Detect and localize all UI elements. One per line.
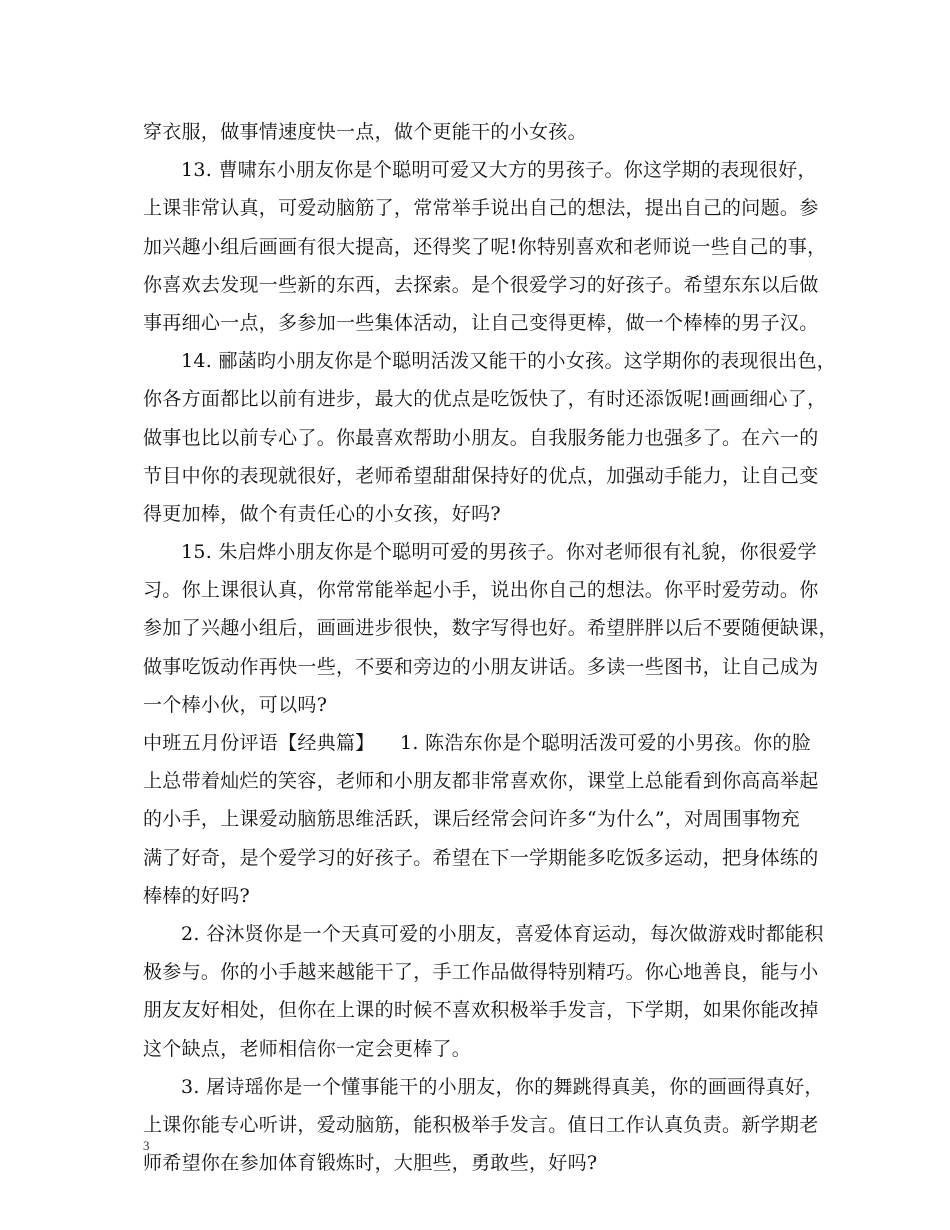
paragraph-item-3: [143, 1068, 823, 1183]
text-line: 参加了兴趣小组后，画画进步很快，数字写得也好。希望胖胖以后不要随便缺课，: [143, 617, 838, 640]
text-line: 节目中你的表现就很好，老师希望甜甜保持好的优点，加强动手能力，让自己变: [143, 464, 819, 487]
text-line: 习。你上课很认真，你常常能举起小手，说出你自己的想法。你平时爱劳动。你: [143, 579, 819, 602]
text-line: 事再细心一点，多参加一些集体活动，让自己变得更棒，做一个棒棒的男子汉。: [143, 311, 819, 334]
text-line: 做事吃饭动作再快一些，不要和旁边的小朋友讲话。多读一些图书，让自己成为: [143, 655, 819, 678]
text-line: 棒棒的好吗?: [143, 884, 250, 907]
text-line: 中班五月份评语【经典篇】 1. 陈浩东你是个聪明活泼可爱的小男孩。你的脸: [143, 732, 812, 754]
text-line: 极参与。你的小手越来越能干了，手工作品做得特别精巧。你心地善良，能与小: [143, 961, 819, 984]
paragraph-item-13: [143, 151, 827, 342]
text-line: 加兴趣小组后画画有很大提高，还得奖了呢!你特别喜欢和老师说一些自己的事，: [143, 235, 827, 258]
text-line: 2. 谷沐贤你是一个天真可爱的小朋友，喜爱体育运动，每次做游戏时都能积: [181, 922, 824, 945]
text-line: 一个棒小伙，可以吗?: [143, 693, 328, 716]
text-line: 做事也比以前专心了。你最喜欢帮助小朋友。自我服务能力也强多了。在六一的: [143, 426, 819, 449]
text-line: 14. 郦菡昀小朋友你是个聪明活泼又能干的小女孩。这学期你的表现很出色，: [181, 350, 837, 373]
text-line: 这个缺点，老师相信你一定会更棒了。: [143, 1037, 472, 1060]
text-line: 13. 曹啸东小朋友你是个聪明可爱又大方的男孩子。你这学期的表现很好，: [181, 159, 817, 182]
document-body: [143, 113, 838, 1182]
page-number: 3: [143, 1138, 150, 1153]
text-line: 上课你能专心听讲，爱动脑筋，能积极举手发言。值日工作认真负责。新学期老: [143, 1113, 819, 1136]
text-line: 你喜欢去发现一些新的东西，去探索。是个很爱学习的好孩子。希望东东以后做: [143, 273, 819, 296]
text-line: 15. 朱启烨小朋友你是个聪明可爱的男孩子。你对老师很有礼貌，你很爱学: [181, 541, 817, 564]
text-line: 满了好奇，是个爱学习的好孩子。希望在下一学期能多吃饭多运动，把身体练的: [143, 846, 819, 869]
text-line: 朋友友好相处，但你在上课的时候不喜欢积极举手发言，下学期，如果你能改掉: [143, 999, 819, 1022]
text-line: 穿衣服，做事情速度快一点，做个更能干的小女孩。: [143, 121, 587, 143]
paragraph-item-15: [143, 533, 838, 724]
text-line: 3. 屠诗瑶你是一个懂事能干的小朋友，你的舞跳得真美，你的画画得真好，: [181, 1075, 824, 1098]
text-line: 得更加棒，做个有责任心的小女孩，好吗?: [143, 502, 501, 525]
paragraph-item-14: [143, 342, 837, 533]
text-line: 上课非常认真，可爱动脑筋了，常常举手说出自己的想法，提出自己的问题。参: [143, 197, 819, 220]
paragraph-continuation: [143, 113, 823, 151]
text-line: 师希望你在参加体育锻炼时，大胆些，勇敢些，好吗?: [143, 1152, 598, 1175]
text-line: 上总带着灿烂的笑容，老师和小朋友都非常喜欢你，课堂上总能看到你高高举起: [143, 770, 819, 793]
text-line: 的小手，上课爱动脑筋思维活跃，课后经常会问许多“为什么”，对周围事物充: [143, 808, 800, 831]
text-line: 你各方面都比以前有进步，最大的优点是吃饭快了，有时还添饭呢!画画细心了，: [143, 388, 827, 411]
paragraph-section-heading: [143, 724, 823, 915]
paragraph-item-2: [143, 915, 823, 1068]
